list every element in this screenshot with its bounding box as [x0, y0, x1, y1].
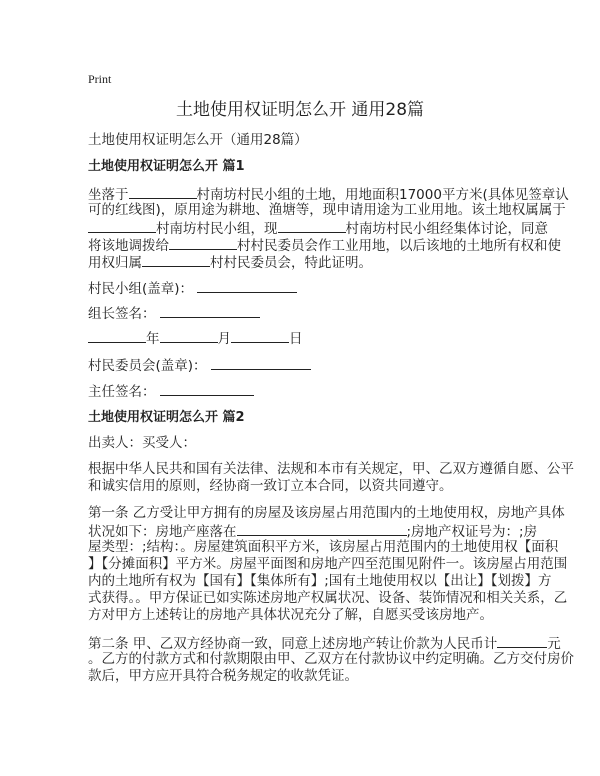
text: 可的红线图)，原用途为耕地、渔塘等，现申请用途为工业用地。该土地权属属于	[88, 202, 566, 218]
sign-leader-line	[88, 304, 260, 323]
label: 组长签名：	[88, 306, 156, 322]
label: 日	[289, 331, 303, 347]
date-line	[88, 329, 303, 348]
blank-field	[88, 219, 156, 233]
intro-line: 根据中华人民共和国有关法律、法规和本市有关规定，甲、乙双方遵循自愿、公平	[88, 461, 574, 477]
blank-field	[160, 329, 218, 343]
text: 村南坊村民小组的土地，用地面积17000平方米(具体见签章认	[196, 187, 569, 203]
article2-line: 。乙方的付款方式和付款期限由甲、乙双方在付款协议中约定明确。乙方交付房价	[88, 651, 574, 667]
blank-field	[197, 279, 297, 293]
blank-field	[231, 329, 289, 343]
label: 月	[217, 331, 231, 347]
article1-line: 屋类型：;结构：。房屋建筑面积平方米，该房屋占用范围内的土地使用权【面积	[88, 539, 559, 555]
blank-field	[278, 219, 346, 233]
parties: 出卖人：买受人：	[88, 435, 196, 451]
page-title: 土地使用权证明怎么开 通用28篇	[175, 100, 425, 120]
text: 将该地调拨给	[88, 238, 169, 254]
blank-field	[88, 329, 146, 343]
blank-field	[169, 236, 237, 250]
intro-line: 和诚实信用的原则，经协商一致订立本合同，以资共同遵守。	[88, 478, 453, 494]
print-link[interactable]: Print	[88, 72, 112, 86]
label: 主任签名：	[88, 384, 156, 400]
text: 坐落于	[88, 187, 129, 203]
text: 村南坊村民小组，现	[156, 221, 278, 237]
blank-field	[142, 253, 210, 267]
blank-field	[129, 185, 197, 199]
article1-line: 式获得。。甲方保证已如实陈述房地产权属状况、设备、装饰情况和相关关系，乙	[88, 590, 568, 606]
blank-field	[237, 522, 407, 536]
section2-heading: 土地使用权证明怎么开 篇2	[88, 410, 245, 425]
text: 第二条 甲、乙双方经协商一致，同意上述房地产转让价款为人民币计	[88, 636, 498, 652]
article1-line: 第一条 乙方受让甲方拥有的房屋及该房屋占用范围内的土地使用权，房地产具体	[88, 505, 565, 521]
text: 元	[547, 636, 561, 652]
sign-director-line	[88, 382, 254, 401]
sign-committee-line	[88, 356, 311, 375]
text: ;房地产权证号为：;房	[406, 524, 538, 540]
article1-line: 方对甲方上述转让的房地产具体状况充分了解，自愿买受该房地产。	[88, 607, 493, 623]
text: 村南坊村民小组经集体讨论，同意	[345, 221, 548, 237]
label: 村民小组(盖章)：	[88, 281, 194, 297]
article1-line: 】【分摊面积】平方米。房屋平面图和房地产四至范围见附件一。该房屋占用范围	[88, 556, 568, 572]
blank-field	[497, 634, 547, 648]
section1-heading: 土地使用权证明怎么开 篇1	[88, 159, 245, 174]
blank-field	[211, 356, 311, 370]
article1-line: 内的土地所有权为【国有】【集体所有】;国有土地使用权以【出让】【划拨】方	[88, 573, 552, 589]
text: 村村民委员会作工业用地，以后该地的土地所有权和使	[237, 238, 561, 254]
article2-line: 款后，甲方应开具符合税务规定的收款凭证。	[88, 668, 358, 684]
label: 村民委员会(盖章)：	[88, 358, 207, 374]
text: 村村民委员会，特此证明。	[210, 255, 372, 271]
label: 年	[146, 331, 160, 347]
text: 用权归属	[88, 255, 142, 271]
subtitle: 土地使用权证明怎么开（通用28篇）	[88, 132, 308, 148]
text: 状况如下：房地产座落在	[88, 524, 237, 540]
sign-group-line	[88, 279, 297, 298]
blank-field	[160, 382, 254, 396]
blank-field	[160, 304, 260, 318]
